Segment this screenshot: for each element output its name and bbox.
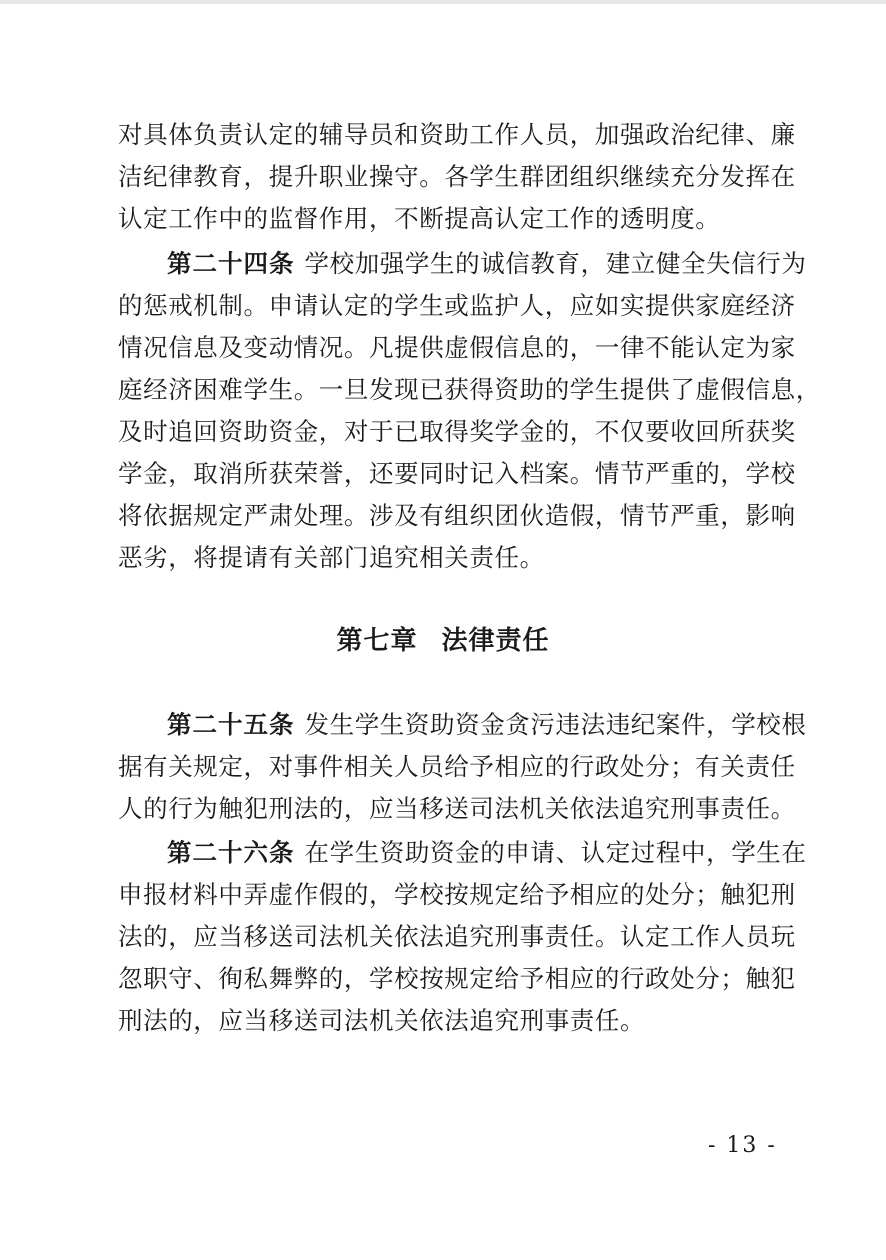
paragraph-continued xyxy=(118,114,796,240)
article-number: 第二十四条 xyxy=(167,249,295,278)
article-number: 第二十六条 xyxy=(167,838,295,867)
article-25 xyxy=(118,704,807,830)
text-line: 恶劣，将提请有关部门追究相关责任。 xyxy=(118,543,545,572)
text-line: 申报材料中弄虚作假的，学校按规定给予相应的处分；触犯刑 xyxy=(118,880,796,909)
article-number: 第二十五条 xyxy=(167,710,295,739)
chapter-heading xyxy=(0,624,886,658)
text-line: 法的，应当移送司法机关依法追究刑事责任。认定工作人员玩 xyxy=(118,922,796,951)
text-line: 据有关规定，对事件相关人员给予相应的行政处分；有关责任 xyxy=(118,752,796,781)
article-26 xyxy=(118,832,807,1042)
text-line: 庭经济困难学生。一旦发现已获得资助的学生提供了虚假信息， xyxy=(118,375,821,404)
text-line: 学校加强学生的诚信教育，建立健全失信行为 xyxy=(304,249,807,278)
text-line: 将依据规定严肃处理。涉及有组织团伙造假，情节严重，影响 xyxy=(118,501,796,530)
text-line: 发生学生资助资金贪污违法违纪案件，学校根 xyxy=(304,710,807,739)
chapter-title: 法律责任 xyxy=(441,626,550,656)
text-line: 认定工作中的监督作用，不断提高认定工作的透明度。 xyxy=(118,204,721,233)
page-number: - 13 - xyxy=(708,1133,777,1158)
text-line: 洁纪律教育，提升职业操守。各学生群团组织继续充分发挥在 xyxy=(118,162,796,191)
article-24 xyxy=(118,243,821,579)
text-line: 在学生资助资金的申请、认定过程中，学生在 xyxy=(304,838,807,867)
text-line: 的惩戒机制。申请认定的学生或监护人，应如实提供家庭经济 xyxy=(118,291,796,320)
text-line: 刑法的，应当移送司法机关依法追究刑事责任。 xyxy=(118,1006,646,1035)
chapter-number: 第七章 xyxy=(336,626,418,656)
text-line: 情况信息及变动情况。凡提供虚假信息的，一律不能认定为家 xyxy=(118,333,796,362)
text-line: 人的行为触犯刑法的，应当移送司法机关依法追究刑事责任。 xyxy=(118,794,796,823)
text-line: 对具体负责认定的辅导员和资助工作人员，加强政治纪律、廉 xyxy=(118,120,796,149)
text-line: 及时追回资助资金，对于已取得奖学金的，不仅要收回所获奖 xyxy=(118,417,796,446)
text-line: 学金，取消所获荣誉，还要同时记入档案。情节严重的，学校 xyxy=(118,459,796,488)
text-line: 忽职守、徇私舞弊的，学校按规定给予相应的行政处分；触犯 xyxy=(118,964,796,993)
